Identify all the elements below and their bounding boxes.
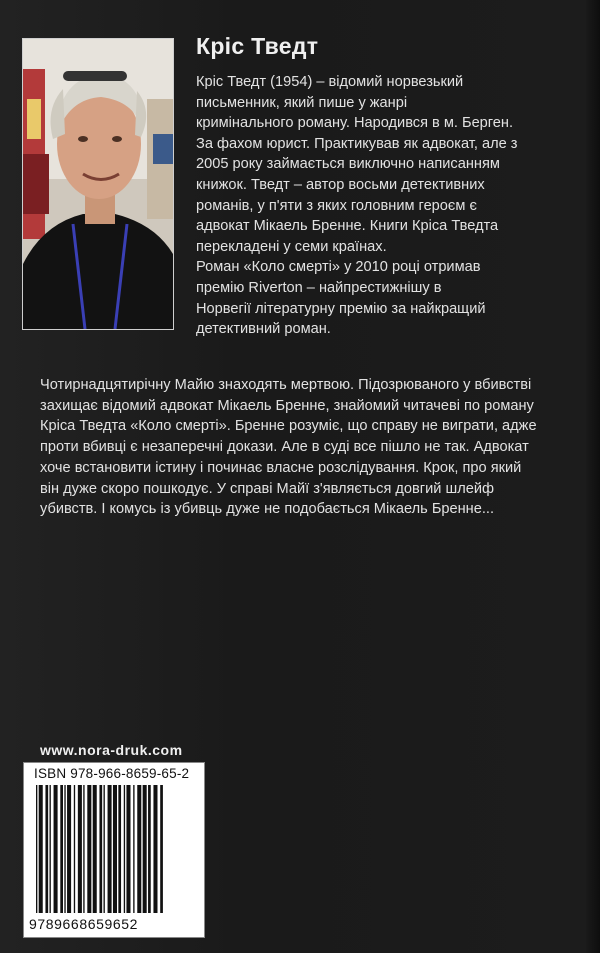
bio-line: Кріс Тведт (1954) – відомий норвезький: [196, 74, 464, 90]
bio-line: Роман «Коло смерті» у 2010 році отримав: [196, 259, 481, 276]
author-bio: [196, 72, 586, 340]
blurb-line: проти вбивці є незаперечні докази. Але в суді все пішло не так. Адвокат: [40, 439, 529, 456]
blurb-line: захищає відомий адвокат Мікаель Бренне, знайомий читачеві по роману: [40, 397, 534, 414]
barcode-panel: [23, 762, 205, 938]
bio-line: письменник, який пише у жанрі: [196, 94, 408, 111]
bio-line: адвокат Мікаель Бренне. Книги Кріса Тведта: [196, 218, 499, 235]
blurb-line: Чотирнадцятирічну Майю знаходять мертвою. Підозрюваного у вбивстві: [40, 377, 532, 393]
bio-line: За фахом юрист. Практикував як адвокат, але з: [196, 135, 518, 152]
author-photo: [22, 38, 174, 330]
bio-line: Норвегії літературну премію за найкращий: [196, 300, 486, 317]
bio-line: книжок. Тведт – автор восьми детективних: [196, 176, 485, 193]
bio-line: премію Riverton – найпрестижнішу в: [196, 279, 442, 296]
barcode-bars: [32, 785, 198, 915]
publisher-url: www.nora-druk.com: [40, 742, 183, 758]
blurb-line: хоче встановити істину і починає власне розслідування. Крок, про який: [40, 459, 522, 476]
blurb-line: убивств. І комусь із убивць дуже не подобається Мікаель Бренне...: [40, 501, 495, 518]
bio-line: кримінального роману. Народився в м. Берген.: [196, 115, 514, 132]
bio-line: романів, у п'яти з яких головним героєм є: [196, 197, 477, 214]
blurb-line: він дуже скоро пошкодує. У справі Майї з'являється довгий шлейф: [40, 480, 494, 497]
bio-line: перекладені у семи країнах.: [196, 238, 387, 255]
bio-line: 2005 року займається виключно написанням: [196, 156, 500, 173]
blurb-line: Кріса Тведта «Коло смерті». Бренне розуміє, що справу не виграти, адже: [40, 418, 537, 435]
bio-line: детективний роман.: [196, 321, 331, 338]
book-blurb: [40, 375, 580, 520]
author-name: Кріс Тведт: [196, 33, 319, 59]
isbn-label: ISBN 978-966-8659-65-2: [34, 766, 190, 781]
barcode-digits: 9789668659652: [29, 916, 139, 932]
